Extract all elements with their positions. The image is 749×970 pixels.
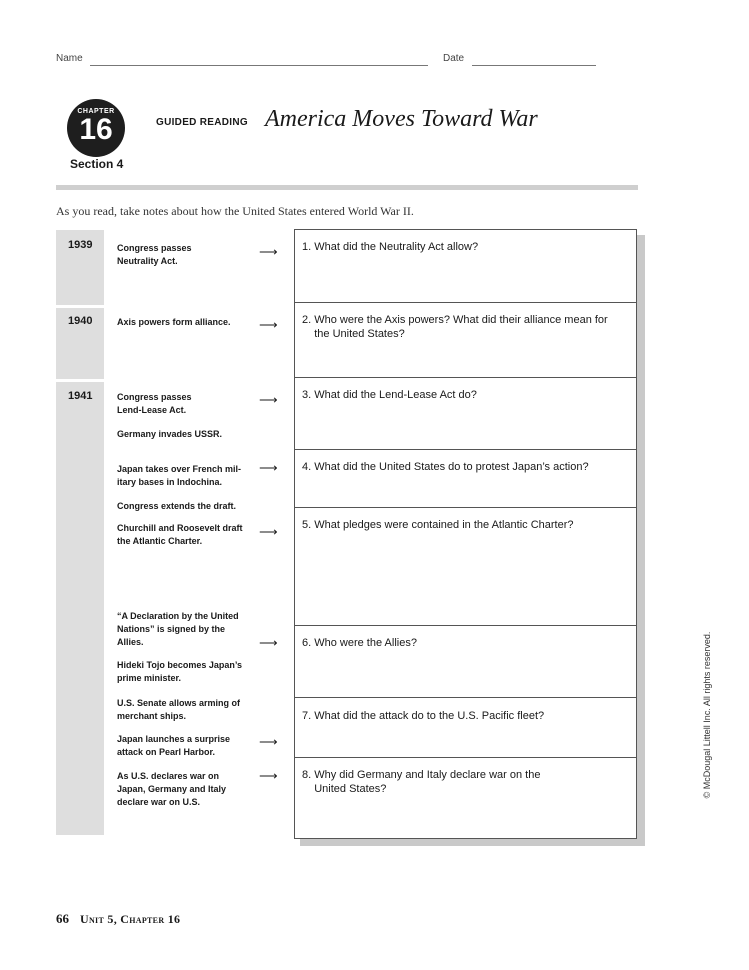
arrow-icon: ⟶ bbox=[259, 734, 278, 749]
name-label: Name bbox=[56, 53, 83, 64]
arrow-icon: ⟶ bbox=[259, 392, 278, 407]
question[interactable]: 3. What did the Lend-Lease Act do? bbox=[302, 389, 477, 401]
arrow-icon: ⟶ bbox=[259, 524, 278, 539]
year-label: 1940 bbox=[68, 315, 93, 327]
timeline-event: Axis powers form alliance. bbox=[117, 317, 231, 327]
question[interactable]: 6. Who were the Allies? bbox=[302, 637, 417, 649]
question-divider bbox=[294, 377, 637, 378]
year-divider bbox=[56, 379, 104, 382]
arrow-icon: ⟶ bbox=[259, 635, 278, 650]
date-line[interactable] bbox=[472, 65, 596, 66]
title-rule bbox=[56, 185, 638, 190]
question-divider bbox=[294, 625, 637, 626]
chapter-badge bbox=[67, 99, 125, 157]
question[interactable]: 7. What did the attack do to the U.S. Pacific fleet? bbox=[302, 710, 545, 722]
name-line[interactable] bbox=[90, 65, 428, 66]
timeline-event: As U.S. declares war on Japan, Germany and Italy declare war on U.S. bbox=[117, 771, 227, 807]
year-label: 1939 bbox=[68, 239, 93, 251]
timeline-event: Churchill and Roosevelt draft the Atlantic Charter. bbox=[117, 523, 243, 546]
timeline-event: “A Declaration by the United Nations” is signed by the Allies. bbox=[117, 611, 239, 647]
timeline-event: Japan launches a surprise attack on Pearl Harbor. bbox=[117, 734, 231, 757]
page-title: America Moves Toward War bbox=[265, 106, 538, 132]
footer-label: Unit 5, Chapter 16 bbox=[80, 912, 181, 926]
question-divider bbox=[294, 757, 637, 758]
question[interactable]: 2. Who were the Axis powers? What did their alliance mean for the United States? bbox=[302, 314, 608, 340]
timeline-event: Hideki Tojo becomes Japan’s prime minister. bbox=[117, 660, 243, 683]
question[interactable]: 8. Why did Germany and Italy declare war on the United States? bbox=[302, 769, 541, 795]
arrow-icon: ⟶ bbox=[259, 460, 278, 475]
chapter-number: 16 bbox=[79, 113, 113, 146]
page-number: 66 bbox=[56, 911, 69, 926]
question-divider bbox=[294, 449, 637, 450]
section-label: Section 4 bbox=[70, 157, 124, 171]
timeline-event: U.S. Senate allows arming of merchant ships. bbox=[117, 698, 241, 721]
timeline-event: Germany invades USSR. bbox=[117, 429, 223, 439]
timeline-event: Congress passes Neutrality Act. bbox=[117, 243, 192, 266]
chapter-label: CHAPTER bbox=[77, 108, 115, 115]
question-divider bbox=[294, 302, 637, 303]
timeline-event: Congress passes Lend-Lease Act. bbox=[117, 392, 192, 415]
guided-reading-label: GUIDED READING bbox=[156, 117, 248, 128]
arrow-icon: ⟶ bbox=[259, 768, 278, 783]
copyright-notice: © McDougal Littell Inc. All rights reserved. bbox=[702, 631, 712, 799]
instructions: As you read, take notes about how the United States entered World War II. bbox=[56, 204, 414, 218]
timeline-event: Japan takes over French mil- itary bases in Indochina. bbox=[117, 464, 242, 487]
arrow-icon: ⟶ bbox=[259, 317, 278, 332]
date-label: Date bbox=[443, 53, 465, 64]
question[interactable]: 1. What did the Neutrality Act allow? bbox=[302, 241, 479, 253]
question-divider bbox=[294, 697, 637, 698]
arrow-icon: ⟶ bbox=[259, 244, 278, 259]
timeline-event: Congress extends the draft. bbox=[117, 501, 237, 511]
year-label: 1941 bbox=[68, 390, 93, 402]
question[interactable]: 4. What did the United States do to protest Japan’s action? bbox=[302, 461, 589, 473]
question-divider bbox=[294, 507, 637, 508]
question[interactable]: 5. What pledges were contained in the Atlantic Charter? bbox=[302, 519, 574, 531]
year-divider bbox=[56, 305, 104, 308]
